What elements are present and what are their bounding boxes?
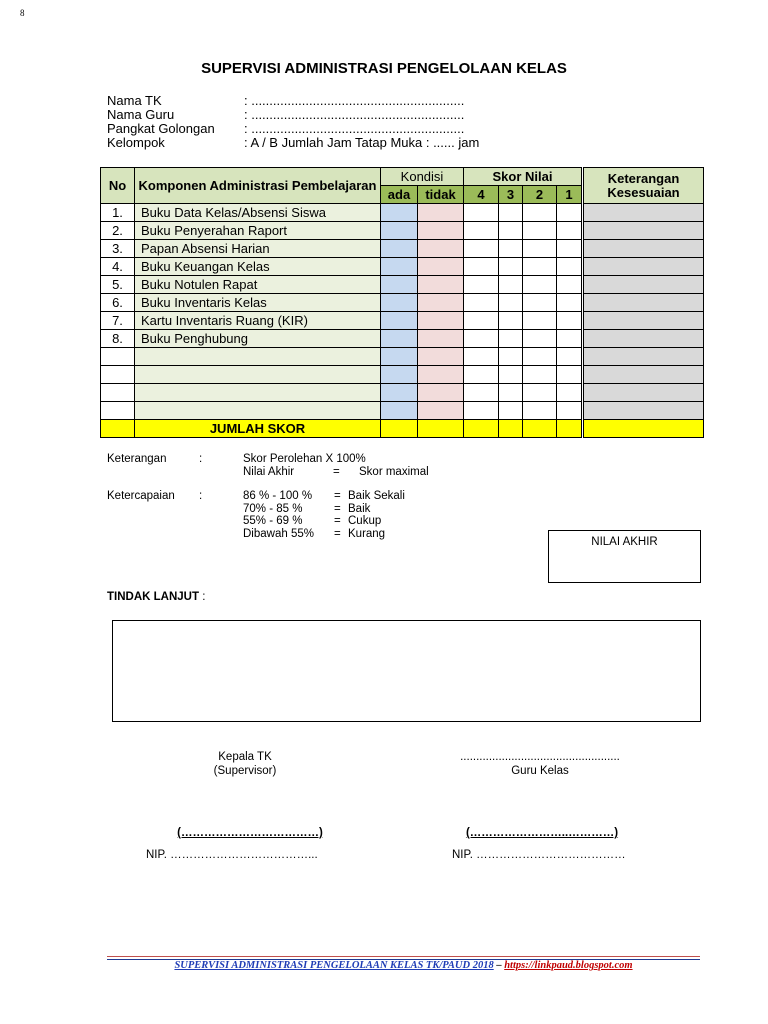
- document-title: SUPERVISI ADMINISTRASI PENGELOLAAN KELAS: [201, 60, 567, 77]
- table-row: [101, 294, 704, 312]
- cell-score-2: [523, 330, 557, 348]
- cell-keterangan: [584, 222, 704, 240]
- cell-score-4: [464, 276, 499, 294]
- footer-title: SUPERVISI ADMINISTRASI PENGELOLAAN KELAS TK/PAUD 2018: [174, 960, 494, 971]
- cell-score-3: [499, 402, 523, 420]
- cell-score-1: [557, 348, 582, 366]
- formula-equals: =: [333, 465, 340, 478]
- row-number: 3.: [101, 240, 135, 258]
- cell-ada: [381, 240, 418, 258]
- tindak-lanjut-label: TINDAK LANJUT: [107, 591, 199, 603]
- cell-score-1: [557, 330, 582, 348]
- cell-score-2: [523, 294, 557, 312]
- header-score-3: 3: [499, 186, 523, 204]
- cell-tidak: [418, 222, 464, 240]
- total-label: JUMLAH SKOR: [135, 420, 381, 438]
- cell-keterangan: [584, 384, 704, 402]
- row-number: 2.: [101, 222, 135, 240]
- category: Cukup: [348, 515, 382, 527]
- row-number: [101, 402, 135, 420]
- total-cell-score-4: [464, 420, 499, 438]
- row-component: Buku Data Kelas/Absensi Siswa: [135, 204, 381, 222]
- footer-link[interactable]: https://linkpaud.blogspot.com: [504, 960, 633, 971]
- field-nama-tk: [107, 94, 479, 108]
- cell-score-3: [499, 348, 523, 366]
- table-row: [101, 222, 704, 240]
- table-row: [101, 312, 704, 330]
- field-kelompok: [107, 136, 479, 150]
- row-number: [101, 348, 135, 366]
- header-score-4: 4: [464, 186, 499, 204]
- field-value: : ...........................................................: [244, 121, 465, 136]
- cell-score-3: [499, 294, 523, 312]
- row-component: [135, 348, 381, 366]
- cell-keterangan: [584, 366, 704, 384]
- range: 70% - 85 %: [243, 502, 303, 515]
- cell-score-1: [557, 384, 582, 402]
- ketercapaian-colon: :: [199, 490, 203, 502]
- total-keterangan: [584, 420, 704, 438]
- total-cell-tidak: [418, 420, 464, 438]
- row-number: 1.: [101, 204, 135, 222]
- cell-score-2: [523, 366, 557, 384]
- category: Kurang: [348, 527, 386, 540]
- cell-score-4: [464, 366, 499, 384]
- cell-tidak: [418, 276, 464, 294]
- table-row: [101, 276, 704, 294]
- row-component: [135, 384, 381, 402]
- equals: =: [334, 490, 341, 502]
- tindak-lanjut-heading: [107, 591, 205, 603]
- cell-score-3: [499, 330, 523, 348]
- cell-score-2: [523, 402, 557, 420]
- cell-score-1: [557, 366, 582, 384]
- cell-score-3: [499, 276, 523, 294]
- cell-ada: [381, 402, 418, 420]
- field-nama-guru: [107, 108, 479, 122]
- row-number: 5.: [101, 276, 135, 294]
- cell-ada: [381, 258, 418, 276]
- cell-score-1: [557, 222, 582, 240]
- table-row: [101, 258, 704, 276]
- cell-tidak: [418, 258, 464, 276]
- row-component: Buku Penyerahan Raport: [135, 222, 381, 240]
- cell-score-2: [523, 222, 557, 240]
- cell-keterangan: [584, 330, 704, 348]
- cell-score-4: [464, 402, 499, 420]
- cell-score-1: [557, 258, 582, 276]
- field-label: Nama TK: [107, 93, 162, 108]
- cell-tidak: [418, 240, 464, 258]
- row-number: 4.: [101, 258, 135, 276]
- cell-score-2: [523, 312, 557, 330]
- cell-keterangan: [584, 204, 704, 222]
- header-score-2: 2: [523, 186, 557, 204]
- cell-score-2: [523, 204, 557, 222]
- total-cell-ada: [381, 420, 418, 438]
- cell-keterangan: [584, 294, 704, 312]
- header-tidak: tidak: [418, 186, 464, 204]
- footer: [107, 960, 700, 971]
- formula-denominator: Skor maximal: [359, 465, 429, 478]
- keterangan-section: [107, 453, 429, 478]
- category: Baik Sekali: [348, 490, 405, 502]
- cell-score-4: [464, 294, 499, 312]
- cell-score-2: [523, 348, 557, 366]
- row-number: 7.: [101, 312, 135, 330]
- cell-ada: [381, 384, 418, 402]
- cell-ada: [381, 294, 418, 312]
- footer-rule: [107, 956, 700, 957]
- field-value: : ...........................................................: [244, 107, 465, 122]
- row-component: Kartu Inventaris Ruang (KIR): [135, 312, 381, 330]
- signature-right-nip: NIP. …………………………………: [452, 849, 626, 861]
- signer-dots: ..................................................: [460, 751, 620, 763]
- row-component: Buku Penghubung: [135, 330, 381, 348]
- cell-score-3: [499, 384, 523, 402]
- category: Baik: [348, 502, 371, 515]
- cell-score-4: [464, 348, 499, 366]
- cell-score-1: [557, 312, 582, 330]
- cell-score-4: [464, 204, 499, 222]
- signer-role: Kepala TK: [218, 751, 272, 763]
- signer-role: Guru Kelas: [511, 765, 569, 777]
- row-component: [135, 366, 381, 384]
- row-component: Buku Inventaris Kelas: [135, 294, 381, 312]
- cell-ada: [381, 330, 418, 348]
- cell-score-4: [464, 258, 499, 276]
- cell-keterangan: [584, 276, 704, 294]
- cell-keterangan: [584, 348, 704, 366]
- footer-separator: –: [493, 960, 505, 971]
- keterangan-colon: :: [199, 453, 203, 465]
- total-cell-score-2: [523, 420, 557, 438]
- table-row: [101, 330, 704, 348]
- range: Dibawah 55%: [243, 527, 314, 540]
- cell-ada: [381, 366, 418, 384]
- cell-score-1: [557, 276, 582, 294]
- range: 55% - 69 %: [243, 515, 303, 527]
- signature-right: [440, 750, 640, 778]
- field-label: Kelompok: [107, 135, 165, 150]
- signature-right-name: (……………………..…………): [465, 827, 619, 839]
- cell-keterangan: [584, 312, 704, 330]
- cell-score-1: [557, 204, 582, 222]
- formula-nilai-akhir: Nilai Akhir: [243, 465, 295, 478]
- cell-keterangan: [584, 258, 704, 276]
- cell-keterangan: [584, 402, 704, 420]
- cell-score-3: [499, 204, 523, 222]
- field-value: : ...........................................................: [244, 93, 465, 108]
- cell-score-4: [464, 222, 499, 240]
- header-kondisi: Kondisi: [381, 168, 464, 186]
- cell-score-4: [464, 384, 499, 402]
- cell-score-3: [499, 258, 523, 276]
- cell-score-4: [464, 240, 499, 258]
- cell-tidak: [418, 348, 464, 366]
- signature-left: [180, 750, 310, 778]
- signature-left-nip: NIP. ………………………………...: [146, 849, 318, 861]
- field-pangkat-golongan: [107, 122, 479, 136]
- cell-tidak: [418, 330, 464, 348]
- table-row: [101, 384, 704, 402]
- cell-score-3: [499, 240, 523, 258]
- row-component: Papan Absensi Harian: [135, 240, 381, 258]
- row-number: 8.: [101, 330, 135, 348]
- row-component: Buku Notulen Rapat: [135, 276, 381, 294]
- field-value: : A / B Jumlah Jam Tatap Muka : ...... jam: [244, 135, 480, 150]
- total-no-cell: [101, 420, 135, 438]
- cell-score-2: [523, 276, 557, 294]
- field-label: Nama Guru: [107, 107, 175, 122]
- cell-keterangan: [584, 240, 704, 258]
- row-number: [101, 384, 135, 402]
- cell-tidak: [418, 402, 464, 420]
- supervision-table: [100, 167, 704, 438]
- cell-score-3: [499, 312, 523, 330]
- table-row: [101, 402, 704, 420]
- table-row: [101, 240, 704, 258]
- signer-subtitle: (Supervisor): [213, 765, 277, 777]
- cell-tidak: [418, 312, 464, 330]
- cell-ada: [381, 222, 418, 240]
- header-ada: ada: [381, 186, 418, 204]
- cell-ada: [381, 312, 418, 330]
- header-keterangan: Keterangan Kesesuaian: [584, 168, 704, 204]
- table-row: [101, 204, 704, 222]
- nilai-akhir-box: [548, 530, 701, 583]
- formula-numerator: Skor Perolehan X 100%: [243, 453, 366, 465]
- row-number: 6.: [101, 294, 135, 312]
- ketercapaian-section: [107, 490, 405, 540]
- header-komponen: Komponen Administrasi Pembelajaran: [135, 168, 381, 204]
- cell-score-2: [523, 384, 557, 402]
- cell-tidak: [418, 294, 464, 312]
- field-label: Pangkat Golongan: [107, 121, 215, 136]
- signature-left-name: (………………………………): [177, 827, 323, 839]
- equals: =: [334, 527, 341, 540]
- cell-ada: [381, 348, 418, 366]
- header-no: No: [101, 168, 135, 204]
- cell-ada: [381, 276, 418, 294]
- cell-score-1: [557, 402, 582, 420]
- keterangan-label: Keterangan: [107, 453, 167, 465]
- header-skor-nilai: Skor Nilai: [464, 168, 582, 186]
- cell-score-3: [499, 366, 523, 384]
- cell-tidak: [418, 366, 464, 384]
- row-component: [135, 402, 381, 420]
- equals: =: [334, 515, 341, 527]
- total-cell-score-1: [557, 420, 582, 438]
- cell-score-1: [557, 240, 582, 258]
- table-row: [101, 366, 704, 384]
- cell-ada: [381, 204, 418, 222]
- cell-score-3: [499, 222, 523, 240]
- cell-score-4: [464, 330, 499, 348]
- total-cell-score-3: [499, 420, 523, 438]
- tindak-lanjut-colon: :: [199, 591, 206, 603]
- cell-tidak: [418, 204, 464, 222]
- ketercapaian-label: Ketercapaian: [107, 490, 175, 502]
- row-component: Buku Keuangan Kelas: [135, 258, 381, 276]
- cell-tidak: [418, 384, 464, 402]
- cell-score-1: [557, 294, 582, 312]
- range: 86 % - 100 %: [243, 490, 313, 502]
- equals: =: [334, 502, 341, 515]
- total-row: [101, 420, 704, 438]
- cell-score-2: [523, 240, 557, 258]
- cell-score-2: [523, 258, 557, 276]
- header-score-1: 1: [557, 186, 582, 204]
- page-number: 8: [20, 8, 25, 18]
- row-number: [101, 366, 135, 384]
- tindak-lanjut-box: [112, 620, 701, 722]
- cell-score-4: [464, 312, 499, 330]
- identity-fields: [107, 94, 479, 150]
- table-row: [101, 348, 704, 366]
- nilai-akhir-label: NILAI AKHIR: [591, 536, 658, 548]
